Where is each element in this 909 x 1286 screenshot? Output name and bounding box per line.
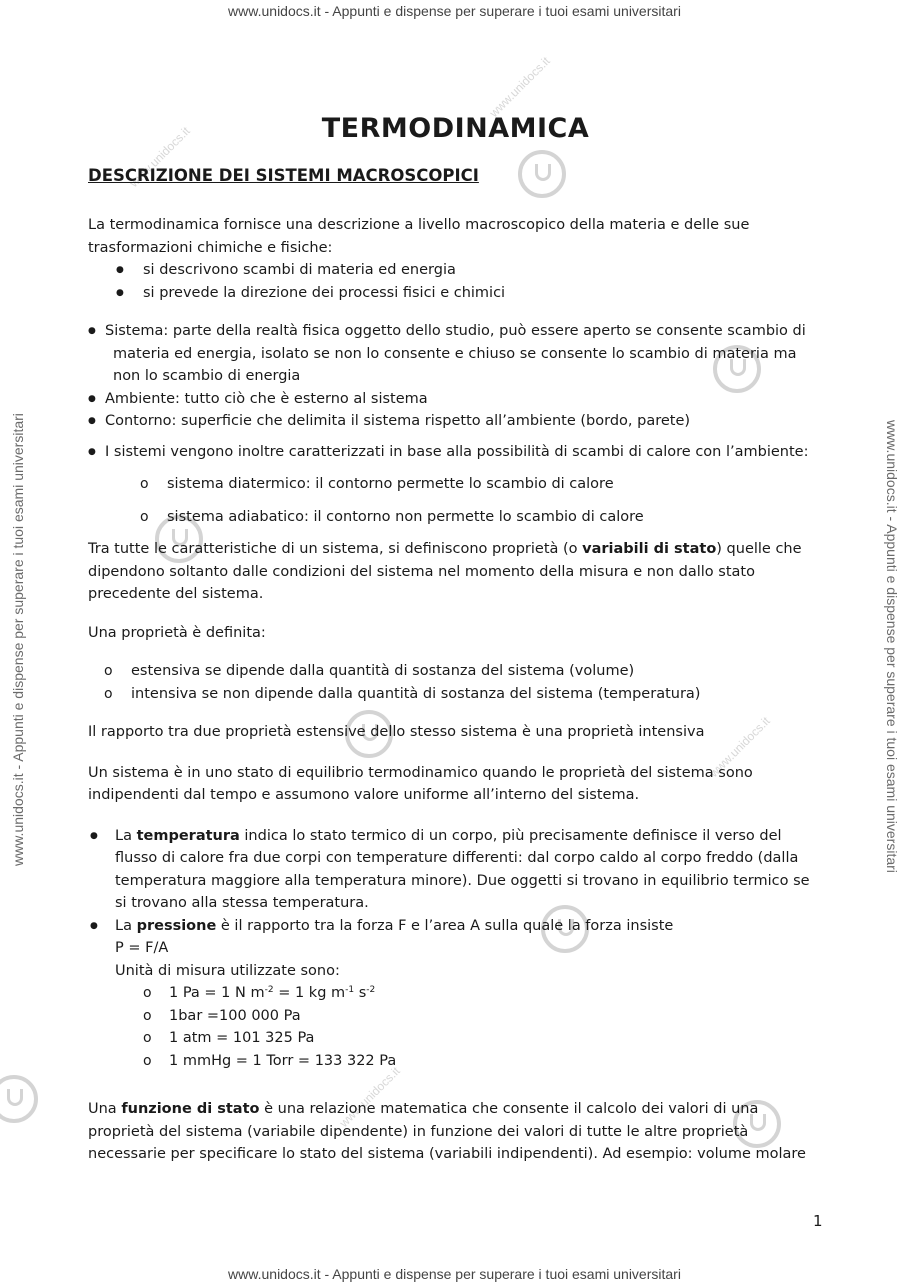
definition-contorno: ● Contorno: superficie che delimita il sistema rispetto all’ambiente (bordo, parete) — [88, 410, 823, 433]
definition-heat-exchange: ● I sistemi vengono inoltre caratterizzati in base alla possibilità di scambi di calore con l’ambiente: — [88, 441, 823, 464]
equilibrium-paragraph: Un sistema è in uno stato di equilibrio termodinamico quando le proprietà del sistema sono indipendenti dal tempo e assumono valore uniforme all’interno del sistema. — [88, 764, 753, 803]
definitions-list — [88, 320, 823, 463]
watermark-ghost: www.unidocs.it — [126, 123, 193, 191]
quantities-list — [88, 825, 823, 1073]
state-variables-term: variabili di stato — [582, 541, 717, 557]
pressure-formula: P = F/A — [115, 940, 169, 956]
page-content — [88, 112, 823, 1178]
property-types-list — [104, 660, 823, 705]
watermark-footer: www.unidocs.it - Appunti e dispense per superare i tuoi esami universitari — [228, 1266, 681, 1282]
temperature-term: temperatura — [136, 827, 240, 844]
exponent: -1 — [345, 985, 355, 995]
list-item: o sistema diatermico: il contorno permette lo scambio di calore — [140, 473, 823, 496]
state-function-term: funzione di stato — [121, 1101, 260, 1117]
exponent: -2 — [366, 985, 376, 995]
temperature-prefix: La — [115, 827, 137, 844]
section-heading: DESCRIZIONE DEI SISTEMI MACROSCOPICI — [88, 166, 479, 185]
system-types-list — [140, 473, 823, 528]
page-number: 1 — [813, 1212, 823, 1230]
pressure-text: è il rapporto tra la forza F e l’area A sulla quale la forza insiste — [216, 917, 674, 934]
watermark-side-right: www.unidocs.it - Appunti e dispense per superare i tuoi esami universitari — [884, 420, 900, 873]
list-item: o sistema adiabatico: il contorno non permette lo scambio di calore — [140, 506, 823, 529]
definition-ambiente: ● Ambiente: tutto ciò che è esterno al sistema — [88, 388, 823, 411]
exponent: -2 — [264, 985, 274, 995]
list-item: o estensiva se dipende dalla quantità di sostanza del sistema (volume) — [104, 660, 823, 683]
properties-text-before: Tra tutte le caratteristiche di un sistema, si definiscono proprietà (o — [88, 541, 583, 557]
units-list — [143, 982, 823, 1072]
state-function-text: è una relazione matematica che consente il calcolo dei valori di una proprietà del sistema (variabile dipendente) in funzione dei valori di tutte le altre proprietà necessarie per specificare lo stato del sistema (variabili indipendenti). Ad esempio: volume molare — [88, 1101, 806, 1162]
ratio-paragraph: Il rapporto tra due proprietà estensive dello stesso sistema è una proprietà intensiva — [88, 724, 705, 740]
units-label: Unità di misura utilizzate sono: — [115, 962, 340, 979]
watermark-ghost: www.unidocs.it — [706, 713, 773, 781]
list-item: o intensiva se non dipende dalla quantità di sostanza del sistema (temperatura) — [104, 683, 823, 706]
unit-pascal-text: = 1 kg m — [273, 985, 346, 1001]
watermark-ghost: www.unidocs.it — [486, 53, 553, 121]
temperature-item — [88, 825, 823, 915]
unit-atm: o 1 atm = 101 325 Pa — [143, 1027, 823, 1050]
properties-paragraph — [88, 538, 823, 606]
property-defined-text: Una proprietà è definita: — [88, 624, 266, 641]
list-item: ● si prevede la direzione dei processi fisici e chimici — [116, 282, 823, 305]
page-title: TERMODINAMICA — [321, 113, 590, 144]
unit-mmhg: o 1 mmHg = 1 Torr = 133 322 Pa — [143, 1050, 823, 1073]
intro-paragraph: La termodinamica fornisce una descrizione a livello macroscopico della materia e delle sue trasformazioni chimiche e fisiche: — [88, 217, 750, 256]
watermark-logo-icon — [0, 1075, 38, 1123]
temperature-text: indica lo stato termico di un corpo, più precisamente definisce il verso del flusso di calore fra due corpi con temperature differenti: dal corpo caldo al corpo freddo (dalla temperatura maggiore alla temperatura minore). Due oggetti si trovano in equilibrio termico se si trovano alla stessa temperatura. — [115, 827, 810, 911]
pressure-term: pressione — [136, 917, 217, 934]
list-item: ● si descrivono scambi di materia ed energia — [116, 259, 823, 282]
pressure-prefix: La — [115, 917, 137, 934]
state-function-prefix: Una — [88, 1101, 122, 1117]
pressure-item — [88, 915, 823, 1073]
properties-text-after: ) quelle che dipendono soltanto dalle condizioni del sistema nel momento della misura e non dallo stato precedente del sistema. — [88, 541, 802, 602]
definition-sistema: ● Sistema: parte della realtà fisica oggetto dello studio, può essere aperto se consente scambio di materia ed energia, isolato se non lo consente e chiuso se consente lo scambio di materia ma non lo scambio di energia — [88, 320, 823, 388]
unit-pascal — [143, 982, 823, 1005]
watermark-side-left: www.unidocs.it - Appunti e dispense per superare i tuoi esami universitari — [10, 413, 26, 866]
state-function-paragraph — [88, 1098, 823, 1166]
watermark-ghost: www.unidocs.it — [336, 1063, 403, 1131]
unit-pascal-text: 1 Pa = 1 N m — [169, 985, 265, 1001]
unit-bar: o 1bar =100 000 Pa — [143, 1005, 823, 1028]
unit-pascal-text: s — [354, 985, 367, 1001]
watermark-header: www.unidocs.it - Appunti e dispense per superare i tuoi esami universitari — [228, 3, 681, 19]
intro-list — [116, 259, 823, 304]
